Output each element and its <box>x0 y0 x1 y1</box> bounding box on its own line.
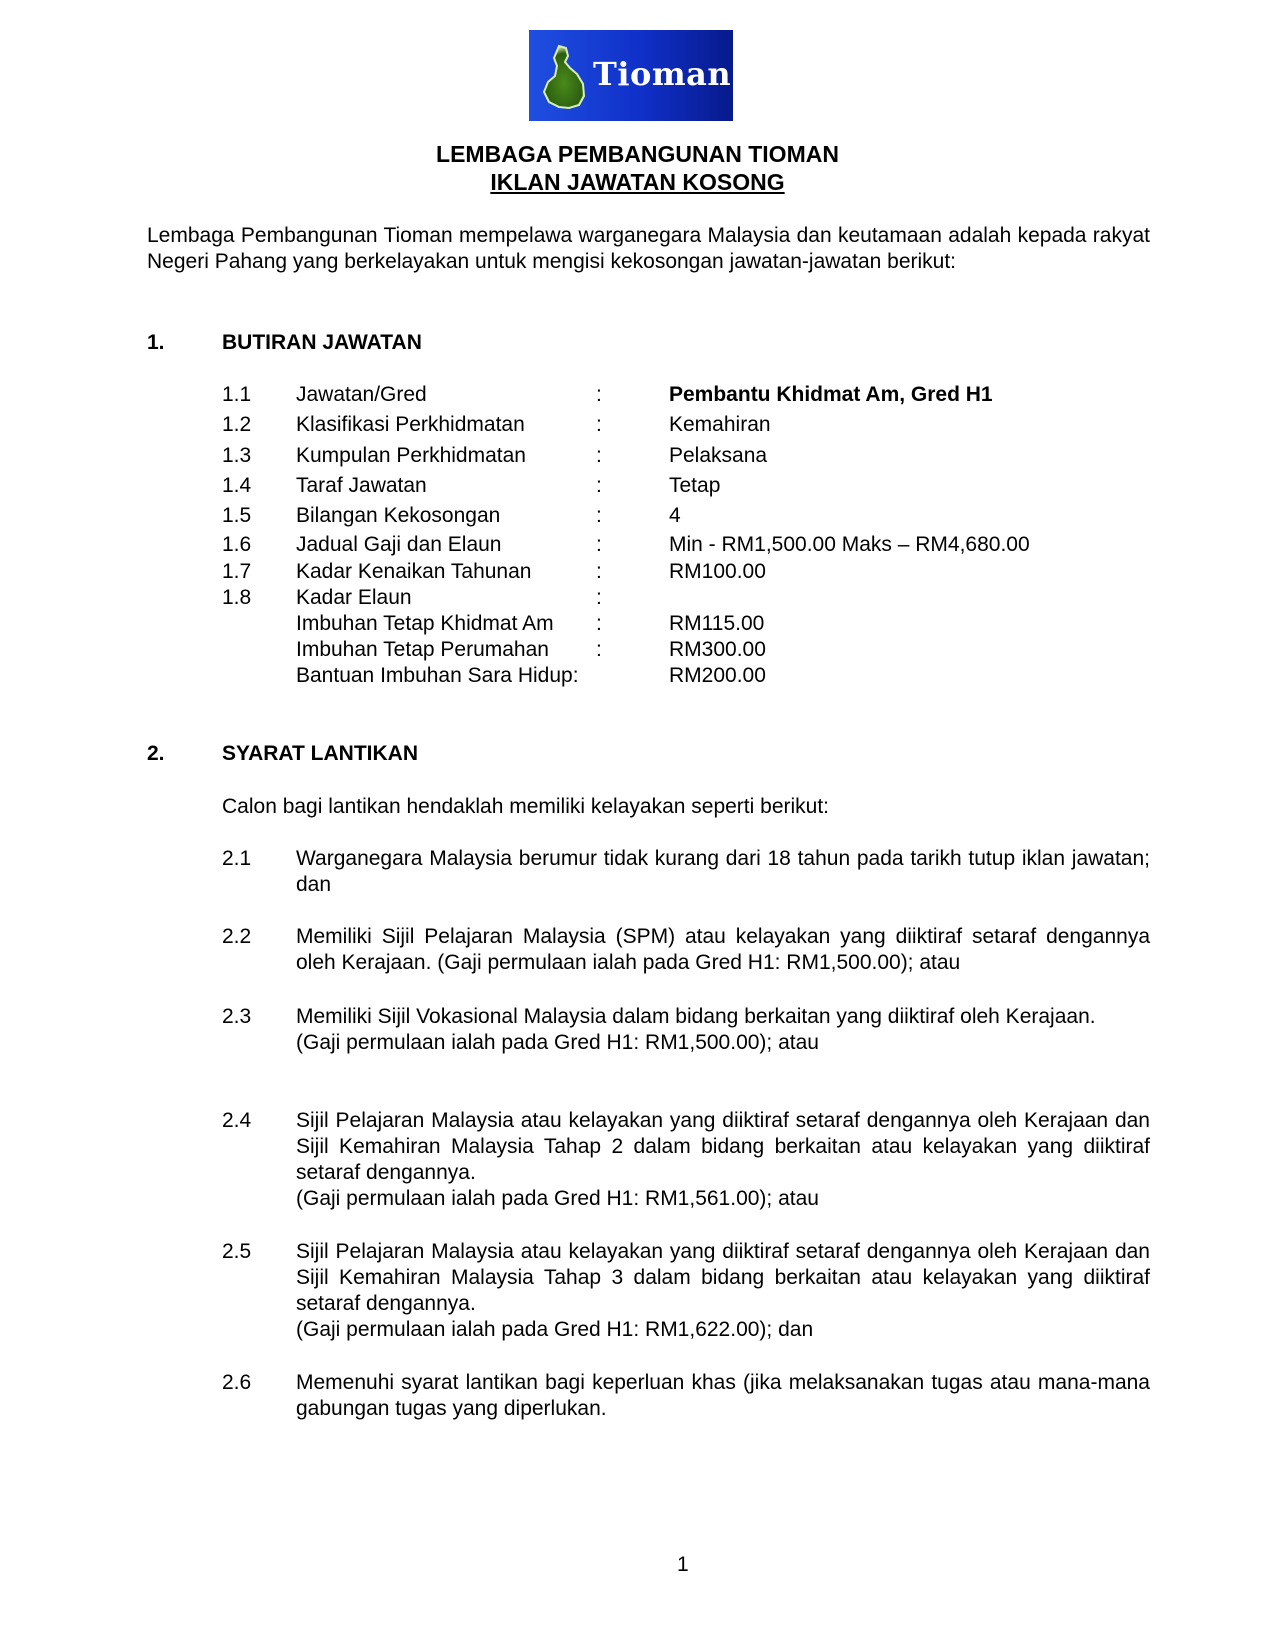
section-2-heading: SYARAT LANTIKAN <box>222 742 419 765</box>
row-value: Min - RM1,500.00 Maks – RM4,680.00 <box>669 533 1030 556</box>
row-label: Kadar Elaun <box>296 586 412 609</box>
row-label: Jawatan/Gred <box>296 383 427 406</box>
row-value: RM200.00 <box>669 664 766 687</box>
row-label: Bantuan Imbuhan Sara Hidup: <box>296 664 579 687</box>
requirement-number: 2.2 <box>222 925 252 948</box>
row-label: Kadar Kenaikan Tahunan <box>296 560 532 583</box>
requirement-item <box>296 1370 1150 1422</box>
row-number: 1.5 <box>222 504 252 527</box>
row-colon: : <box>596 504 602 527</box>
requirement-item <box>296 1004 1150 1056</box>
row-value: Kemahiran <box>669 413 771 436</box>
row-colon: : <box>596 474 602 497</box>
row-colon: : <box>596 638 602 661</box>
row-colon: : <box>596 383 602 406</box>
row-colon: : <box>596 533 602 556</box>
row-colon: : <box>596 612 602 635</box>
tioman-logo <box>529 30 733 121</box>
row-number: 1.3 <box>222 444 252 467</box>
row-number: 1.1 <box>222 383 252 406</box>
requirement-text: Warganegara Malaysia berumur tidak kurang dari 18 tahun pada tarikh tutup iklan jawatan; dan <box>296 847 1150 896</box>
requirement-number: 2.5 <box>222 1240 252 1263</box>
section-1-heading: BUTIRAN JAWATAN <box>222 331 422 354</box>
row-value: Pembantu Khidmat Am, Gred H1 <box>669 383 993 406</box>
row-colon: : <box>596 444 602 467</box>
row-number: 1.2 <box>222 413 252 436</box>
row-label: Bilangan Kekosongan <box>296 504 501 527</box>
requirement-text: Sijil Pelajaran Malaysia atau kelayakan yang diiktiraf setaraf dengannya oleh Kerajaan dan Sijil Kemahiran Malaysia Tahap 3 dalam bidang berkaitan atau kelayakan yang diiktiraf setaraf dengannya. <box>296 1240 1150 1315</box>
page-number: 1 <box>677 1553 689 1576</box>
requirement-salary-note: (Gaji permulaan ialah pada Gred H1: RM1,622.00); dan <box>296 1318 814 1341</box>
requirement-text: Sijil Pelajaran Malaysia atau kelayakan yang diiktiraf setaraf dengannya oleh Kerajaan dan Sijil Kemahiran Malaysia Tahap 2 dalam bidang berkaitan atau kelayakan yang diiktiraf setaraf dengannya. <box>296 1109 1150 1184</box>
row-number: 1.7 <box>222 560 252 583</box>
row-value: 4 <box>669 504 681 527</box>
section-2-number: 2. <box>147 742 165 765</box>
row-value: RM100.00 <box>669 560 766 583</box>
requirement-number: 2.1 <box>222 847 252 870</box>
row-label: Imbuhan Tetap Perumahan <box>296 638 549 661</box>
logo-text: Tioman <box>593 55 732 93</box>
row-label: Imbuhan Tetap Khidmat Am <box>296 612 554 635</box>
section-1-number: 1. <box>147 331 165 354</box>
requirement-salary-note: (Gaji permulaan ialah pada Gred H1: RM1,500.00); atau <box>296 1031 819 1054</box>
row-label: Kumpulan Perkhidmatan <box>296 444 526 467</box>
row-value: Tetap <box>669 474 721 497</box>
row-value: RM300.00 <box>669 638 766 661</box>
row-label: Klasifikasi Perkhidmatan <box>296 413 525 436</box>
requirement-number: 2.4 <box>222 1109 252 1132</box>
requirement-number: 2.3 <box>222 1005 252 1028</box>
island-icon <box>539 42 589 112</box>
requirement-salary-note: (Gaji permulaan ialah pada Gred H1: RM1,561.00); atau <box>296 1187 819 1210</box>
row-number: 1.6 <box>222 533 252 556</box>
requirement-item <box>296 1239 1150 1343</box>
requirement-text: Memenuhi syarat lantikan bagi keperluan khas (jika melaksanakan tugas atau mana-mana gabungan tugas yang diperlukan. <box>296 1371 1150 1420</box>
page-title: IKLAN JAWATAN KOSONG <box>490 169 785 195</box>
section-2-lead: Calon bagi lantikan hendaklah memiliki kelayakan seperti berikut: <box>222 795 830 818</box>
row-value: Pelaksana <box>669 444 768 467</box>
requirement-item <box>296 846 1150 898</box>
requirement-number: 2.6 <box>222 1371 252 1394</box>
row-label: Taraf Jawatan <box>296 474 427 497</box>
row-colon: : <box>596 586 602 609</box>
requirement-text: Memiliki Sijil Vokasional Malaysia dalam bidang berkaitan yang diiktiraf oleh Kerajaan. <box>296 1005 1096 1028</box>
intro-paragraph: Lembaga Pembangunan Tioman mempelawa warganegara Malaysia dan keutamaan adalah kepada rakyat Negeri Pahang yang berkelayakan untuk mengisi kekosongan jawatan-jawatan berikut: <box>147 224 1150 273</box>
row-label: Jadual Gaji dan Elaun <box>296 533 502 556</box>
row-value: RM115.00 <box>669 612 765 635</box>
requirement-item <box>296 1108 1150 1212</box>
row-colon: : <box>596 413 602 436</box>
requirement-text: Memiliki Sijil Pelajaran Malaysia (SPM) atau kelayakan yang diiktiraf setaraf dengannya oleh Kerajaan. (Gaji permulaan ialah pada Gred H1: RM1,500.00); atau <box>296 925 1150 974</box>
row-colon: : <box>596 560 602 583</box>
row-number: 1.4 <box>222 474 252 497</box>
row-number: 1.8 <box>222 586 252 609</box>
org-title: LEMBAGA PEMBANGUNAN TIOMAN <box>436 141 839 167</box>
requirement-item <box>296 924 1150 976</box>
